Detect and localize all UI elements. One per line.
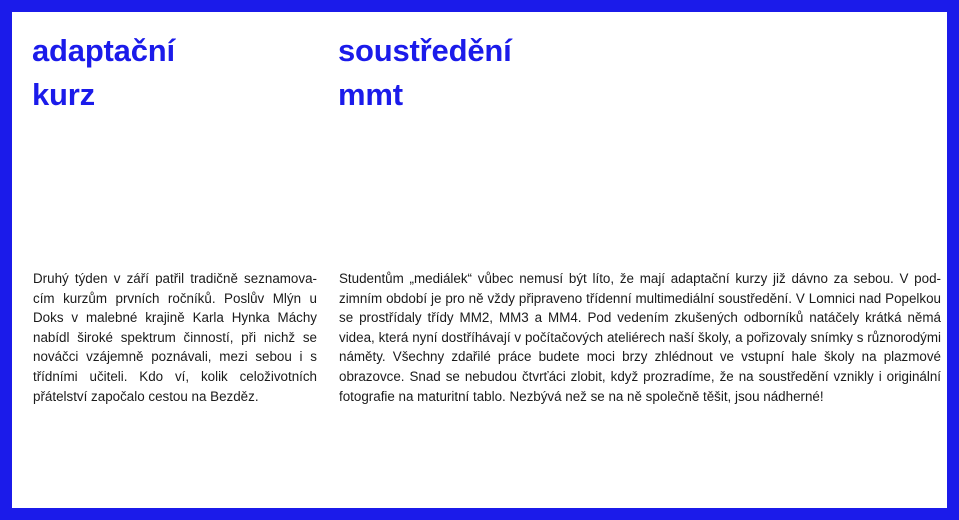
mmt-retreat-heading	[338, 29, 658, 117]
adaptation-course-heading-line1: adaptační	[32, 33, 175, 68]
adaptation-course-heading-line2: kurz	[32, 77, 95, 112]
mmt-retreat-heading-line2: mmt	[338, 77, 403, 112]
adaptation-course-paragraph: Druhý týden v září patřil tradičně seznamovacím kurzům prvních ročníků. Poslův Mlýn u Doks v malebné krajině Karla Hynka Máchy nabídl široké spektrum činností, při nichž se nováčci vzájemně poznávali, mezi sebou i s třídními učiteli. Kdo ví, kolik celoživotních přátelství započalo cestou na Bezděz.	[33, 271, 317, 404]
mmt-retreat-paragraph: Studentům „mediálek“ vůbec nemusí být líto, že mají adaptační kurzy již dávno za sebou. V podzimním období je pro ně vždy připraveno třídenní multimediální soustředění. V Lomnici nad Popelkou se prostřídaly třídy MM2, MM3 a MM4. Pod vedením zkušených odborníků natáčely krátká němá videa, která nyní dostříhávají v počítačových ateliérech naší školy, a pořizovaly snímky s různorodými náměty. Všechny zdařilé práce budete moci brzy zhlédnout ve vstupní hale školy na plazmové obrazovce. Snad se nebudou čtvrťáci zlobit, když prozradíme, že na soustředění vznikly i originální fotografie na maturitní tablo. Nezbývá než se na ně společně těšit, jsou nádherné!	[339, 271, 941, 404]
mmt-retreat-heading-line1: soustředění	[338, 33, 512, 68]
adaptation-course-heading	[32, 29, 312, 117]
